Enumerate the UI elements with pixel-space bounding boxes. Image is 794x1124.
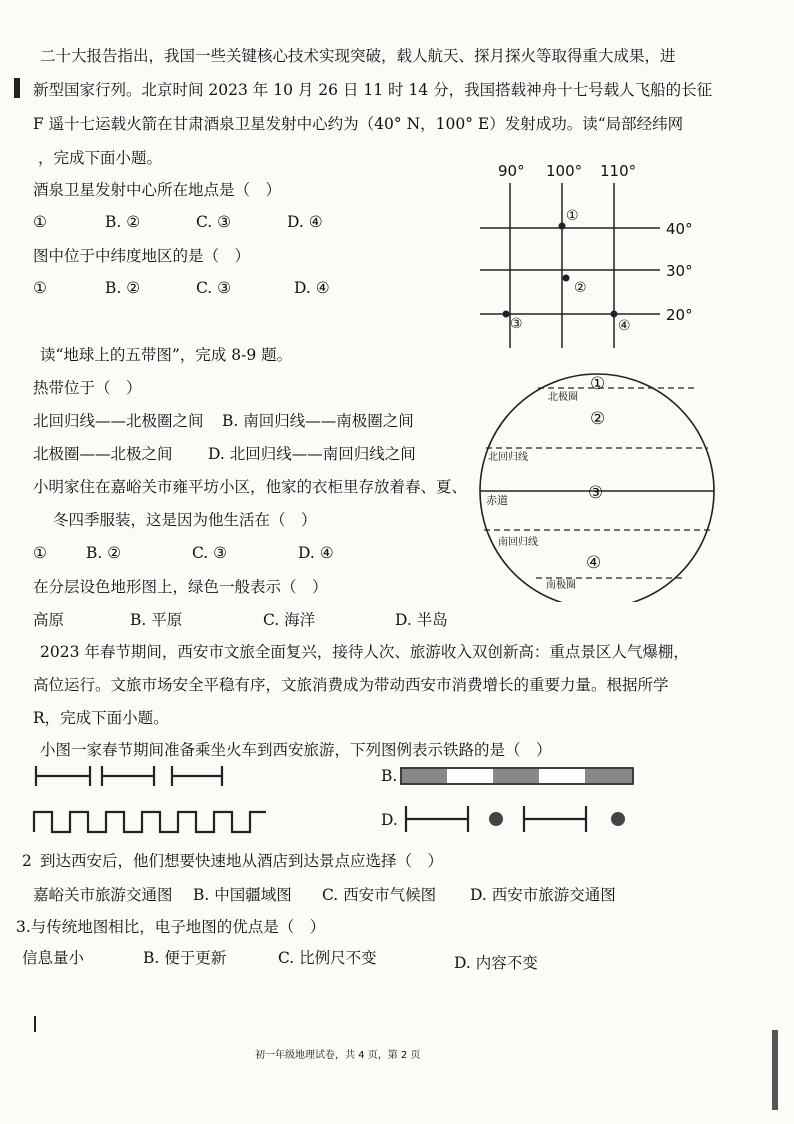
lat-label-20: 20°	[666, 306, 693, 324]
legend-option-a-symbol	[30, 762, 230, 790]
question-b-stem: 图中位于中纬度地区的是（ ）	[33, 247, 251, 265]
question-12-option-a: 嘉峪关市旅游交通图	[33, 886, 173, 904]
lon-label-90: 90°	[498, 162, 525, 180]
question-b-option-c: C. ③	[196, 279, 232, 297]
question-13-option-a: 信息量小	[22, 949, 85, 967]
question-11-option-d-label: D.	[381, 811, 398, 829]
question-8-stem: 热带位于（ ）	[33, 379, 142, 397]
question-11-option-b-label: B.	[381, 767, 398, 785]
question-9-option-b: B. ②	[86, 544, 122, 562]
question-b-option-a: ①	[33, 279, 47, 297]
question-12-number: 2	[22, 852, 32, 870]
question-9-option-d: D. ④	[298, 544, 334, 562]
question-b-option-b: B. ②	[105, 279, 141, 297]
xian-intro-line-3: R，完成下面小题。	[33, 709, 169, 727]
antarctic-circle-label: 南极圈	[546, 580, 576, 591]
five-zones-diagram	[476, 370, 721, 602]
question-13-option-c: C. 比例尺不变	[278, 949, 377, 967]
question-10-option-a: 高原	[33, 611, 65, 629]
equator-label: 赤道	[486, 494, 508, 507]
question-8-option-b: B. 南回归线——南极圈之间	[222, 412, 414, 430]
lat-label-30: 30°	[666, 262, 693, 280]
xian-intro-line-2: 高位运行。文旅市场安全平稳有序，文旅消费成为带动西安市消费增长的重要力量。根据所学	[33, 676, 669, 694]
point-1-label: ①	[566, 208, 579, 224]
question-b-option-d: D. ④	[294, 279, 330, 297]
arctic-circle-label: 北极圈	[548, 392, 578, 403]
zone-2-label: ②	[590, 409, 606, 429]
point-2-label: ②	[574, 280, 587, 296]
zone-1-label: ①	[590, 374, 606, 394]
point-4-label: ④	[618, 318, 631, 334]
question-10-option-d: D. 半岛	[395, 611, 448, 629]
question-a-option-d: D. ④	[287, 213, 323, 231]
question-9-stem-line-2: 冬四季服装，这是因为他生活在（ ）	[53, 511, 317, 529]
question-13-stem: 3.与传统地图相比，电子地图的优点是（ ）	[16, 918, 326, 936]
question-13-option-d: D. 内容不变	[454, 954, 538, 972]
zone-3-label: ③	[588, 483, 604, 503]
point-4-dot	[611, 311, 618, 318]
question-a-stem: 酒泉卫星发射中心所在地点是（ ）	[33, 181, 282, 199]
question-a-option-a: ①	[33, 213, 47, 231]
page-footer: 初一年级地理试卷，共 4 页，第 2 页	[255, 1050, 421, 1061]
question-12-option-c: C. 西安市气候图	[322, 886, 437, 904]
question-9-stem-line-1: 小明家住在嘉峪关市雍平坊小区，他家的衣柜里存放着春、夏、	[33, 478, 468, 496]
question-a-option-b: B. ②	[105, 213, 141, 231]
scan-edge-mark-right	[772, 1030, 778, 1110]
question-8-option-d: D. 北回归线——南回归线之间	[208, 445, 416, 463]
question-10-option-b: B. 平原	[130, 611, 183, 629]
question-8-option-a: 北回归线——北极圈之间	[33, 412, 204, 430]
point-3-dot	[503, 311, 510, 318]
lat-lon-grid-diagram	[470, 158, 730, 353]
xian-intro-line-1: 2023 年春节期间，西安市文旅全面复兴，接待人次、旅游收入双创新高：重点景区人气爆棚，	[40, 643, 689, 661]
point-3-label: ③	[510, 316, 523, 332]
zone-4-label: ④	[586, 553, 602, 573]
question-10-option-c: C. 海洋	[263, 611, 316, 629]
question-12-option-b: B. 中国疆域图	[193, 886, 292, 904]
intro-line-2: 新型国家行列。北京时间 2023 年 10 月 26 日 11 时 14 分，我国搭载神舟十七号载人飞船的长征	[33, 81, 713, 99]
point-2-dot	[563, 275, 570, 282]
question-9-option-c: C. ③	[192, 544, 228, 562]
question-12-option-d: D. 西安市旅游交通图	[470, 886, 616, 904]
legend-option-c-symbol	[30, 804, 270, 836]
legend-option-d-symbol	[400, 802, 632, 836]
scan-margin-mark-left	[34, 1016, 36, 1032]
question-8-option-c: 北极圈——北极之间	[33, 445, 173, 463]
point-1-dot	[559, 223, 566, 230]
question-12-stem: 到达西安后，他们想要快速地从酒店到达景点应选择（ ）	[40, 852, 444, 870]
question-10-stem: 在分层设色地形图上，绿色一般表示（ ）	[33, 578, 328, 596]
tropic-of-capricorn-label: 南回归线	[498, 537, 538, 548]
question-a-option-c: C. ③	[196, 213, 232, 231]
lon-label-100: 100°	[546, 162, 583, 180]
intro-line-3: F 遥十七运载火箭在甘肃酒泉卫星发射中心约为（40° N，100° E）发射成功。读“局部经纬网	[33, 115, 684, 133]
intro-line-1: 二十大报告指出，我国一些关键核心技术实现突破，载人航天、探月探火等取得重大成果，进	[40, 47, 676, 65]
legend-option-b-railway-symbol	[400, 766, 636, 786]
question-13-option-b: B. 便于更新	[143, 949, 227, 967]
lat-label-40: 40°	[666, 220, 693, 238]
question-11-stem: 小图一家春节期间准备乘坐火车到西安旅游，下列图例表示铁路的是（ ）	[40, 741, 552, 759]
scan-margin-mark-top	[14, 78, 20, 98]
question-9-option-a: ①	[33, 544, 47, 562]
tropic-of-cancer-label: 北回归线	[488, 452, 528, 463]
intro-line-4: ，完成下面小题。	[38, 149, 163, 167]
five-zones-intro: 读“地球上的五带图”，完成 8-9 题。	[40, 346, 293, 364]
lon-label-110: 110°	[600, 162, 637, 180]
